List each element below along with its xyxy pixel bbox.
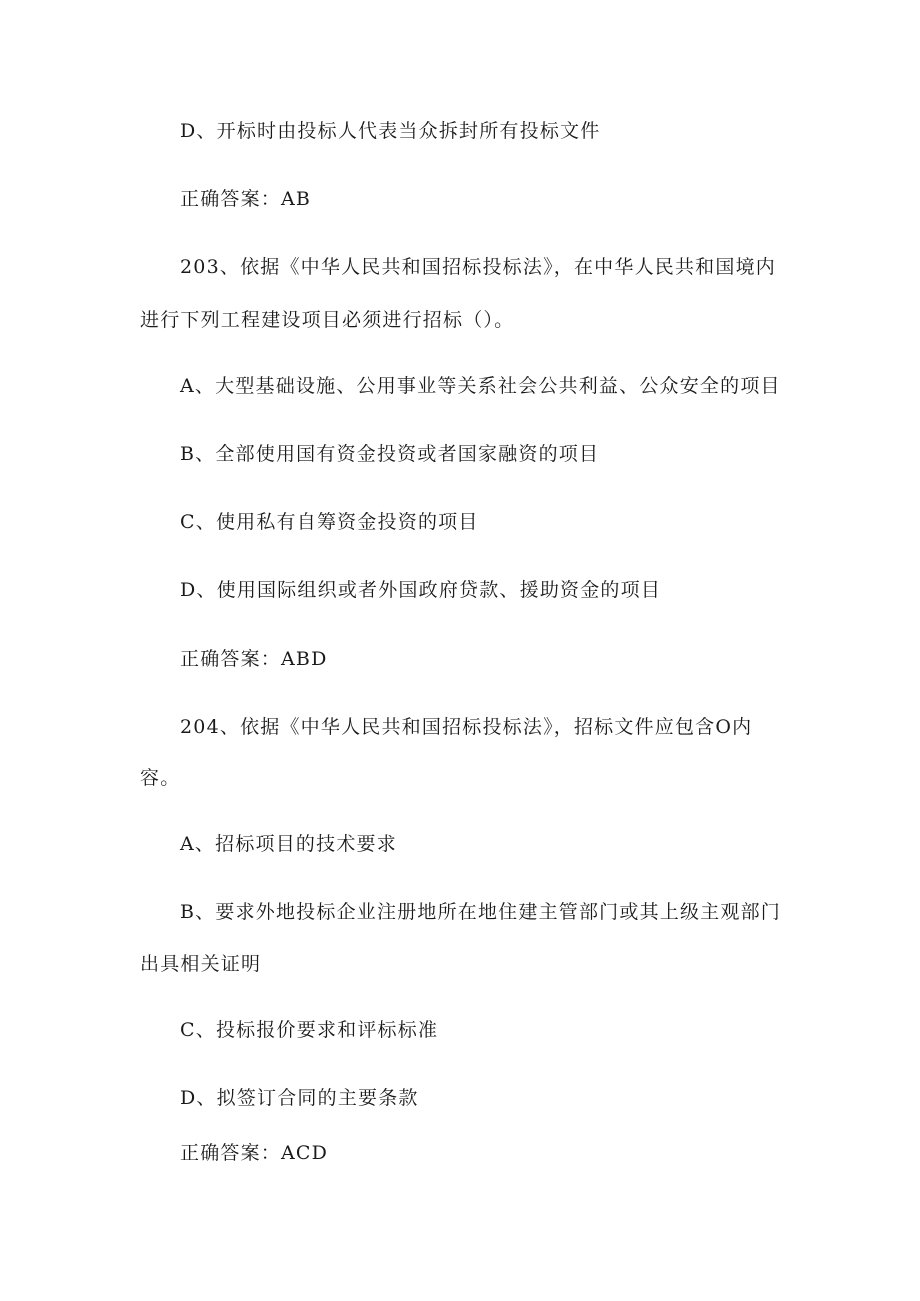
q203-stem-line2: 进行下列工程建设项目必须进行招标（）。 xyxy=(140,309,515,331)
q204-answer: 正确答案：ACD xyxy=(180,1142,329,1164)
q204-stem-line2: 容。 xyxy=(140,767,181,789)
q203-answer: 正确答案：ABD xyxy=(180,648,328,670)
q203-option-d: D、使用国际组织或者外国政府贷款、援助资金的项目 xyxy=(180,579,662,601)
q204-option-c: C、投标报价要求和评标标准 xyxy=(180,1019,439,1041)
q204-option-b-line1: B、要求外地投标企业注册地所在地住建主管部门或其上级主观部门 xyxy=(180,901,781,923)
q203-stem-line1: 203、依据《中华人民共和国招标投标法》，在中华人民共和国境内 xyxy=(180,256,776,278)
q203-option-c: C、使用私有自筹资金投资的项目 xyxy=(180,511,479,533)
q202-answer: 正确答案：AB xyxy=(180,188,312,210)
q202-option-d: D、开标时由投标人代表当众拆封所有投标文件 xyxy=(180,120,601,142)
q203-option-b: B、全部使用国有资金投资或者国家融资的项目 xyxy=(180,443,600,465)
q203-option-a: A、大型基础设施、公用事业等关系社会公共利益、公众安全的项目 xyxy=(180,375,781,397)
q204-option-b-line2: 出具相关证明 xyxy=(140,953,262,975)
q204-option-a: A、招标项目的技术要求 xyxy=(180,833,397,855)
q204-option-d: D、拟签订合同的主要条款 xyxy=(180,1087,419,1109)
q204-stem-line1: 204、依据《中华人民共和国招标投标法》，招标文件应包含O内 xyxy=(180,716,753,738)
